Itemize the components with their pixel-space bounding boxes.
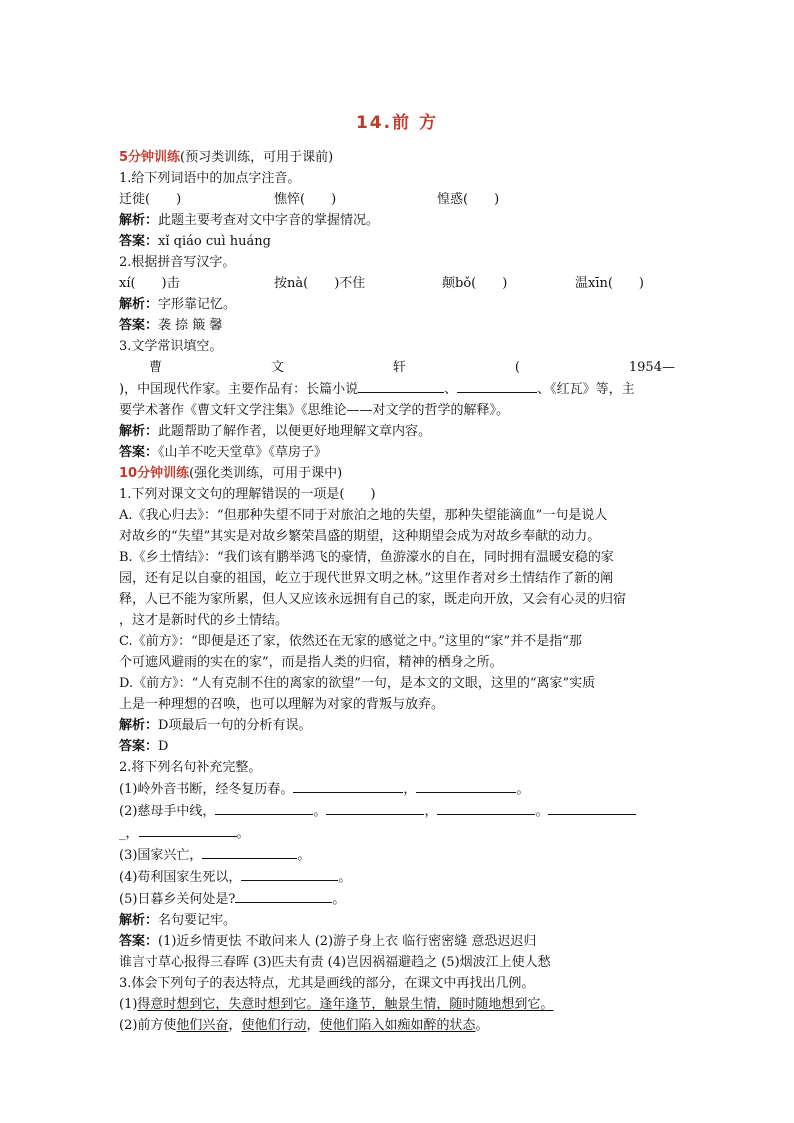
fill-blank[interactable] — [139, 822, 237, 837]
underlined-text: 得意时想到它，失意时想到它。逢年逢节，触景生情，随时随地想到它。 — [137, 997, 554, 1012]
pinyin-item: 颠bǒ( ) — [442, 276, 508, 291]
pinyin-item: 按nà( )不住 — [274, 276, 366, 291]
answer-line — [119, 736, 675, 757]
section-note: (强化类训练，可用于课中) — [189, 466, 343, 481]
fill-blank[interactable] — [326, 800, 424, 815]
section-label: 5分钟训练 — [119, 150, 181, 165]
text-span: (2)慈母手中线， — [119, 804, 216, 819]
text-span: ， — [306, 1018, 320, 1033]
fill-blank[interactable] — [215, 800, 313, 815]
answer-text: (1)近乡情更怯 不敢问来人 (2)游子身上衣 临行密密缝 意恐迟迟归 — [158, 934, 537, 949]
answer-line — [119, 442, 675, 463]
fill-blank[interactable] — [358, 378, 444, 393]
text-span: 。 — [332, 892, 346, 907]
quote-item-2 — [119, 800, 675, 822]
underlined-text: 使他们陷入如痴如醉的状态 — [319, 1018, 476, 1033]
question-3-prompt: 3.体会下列句子的表达特点，尤其是画线的部分，在课文中再找出几例。 — [119, 976, 535, 991]
fill-blank[interactable] — [235, 888, 332, 903]
word-item: 惶惑( ) — [437, 192, 500, 207]
analysis-text: 名句要记牢。 — [158, 913, 237, 928]
text-span: 。 — [516, 782, 530, 797]
quote-item-3 — [119, 844, 675, 866]
justified-char: 文 — [270, 360, 284, 375]
analysis-text: D项最后一句的分析有误。 — [158, 718, 312, 733]
fill-blank[interactable] — [416, 778, 516, 793]
analysis-line — [119, 715, 675, 736]
quote-item-5 — [119, 888, 675, 910]
fill-blank[interactable] — [548, 800, 636, 815]
example-2 — [119, 1015, 675, 1036]
text-span: _， — [119, 826, 139, 841]
section-note: (预习类训练，可用于课前) — [180, 150, 334, 165]
option-a-line: 对故乡的“失望”其实是对故乡繁荣昌盛的期望，这种期望会成为对故乡奉献的动力。 — [119, 529, 601, 544]
justified-char: 轩 — [392, 360, 406, 375]
section-label: 10分钟训练 — [119, 466, 190, 481]
section-header-10min — [119, 463, 675, 484]
text-span: 。 — [297, 848, 311, 863]
question-2-prompt: 2.将下列名句补充完整。 — [119, 760, 262, 775]
option-b-line: B.《乡土情结》：“我们该有鹏举鸿飞的豪情，鱼游濠水的自在，同时拥有温暖安稳的家 — [119, 550, 614, 565]
text-span: (3)国家兴亡， — [119, 848, 203, 863]
answer-text: 袭 捺 簸 馨 — [158, 318, 223, 333]
analysis-label: 解析： — [119, 424, 159, 439]
text-span: (4)苟利国家生死以， — [119, 870, 242, 885]
text-span: 、《红瓦》等，主 — [537, 382, 635, 397]
text-span: 。 — [313, 804, 327, 819]
example-1 — [119, 994, 675, 1015]
question-3-prompt: 3.文学常识填空。 — [119, 339, 223, 354]
fill-blank[interactable] — [457, 378, 537, 393]
analysis-line — [119, 210, 675, 231]
answer-label: 答案： — [119, 318, 159, 333]
analysis-text: 此题主要考查对文中字音的掌握情况。 — [158, 213, 380, 228]
question-3-line2 — [119, 378, 675, 400]
analysis-text: 字形靠记忆。 — [158, 297, 237, 312]
pinyin-item: 温xīn( ) — [575, 276, 645, 291]
pinyin-item: xí( )击 — [119, 276, 180, 291]
text-span: 。 — [338, 870, 352, 885]
fill-blank[interactable] — [293, 778, 403, 793]
word-item: 迁徙( ) — [119, 192, 182, 207]
question-1-prompt: 1.给下列词语中的加点字注音。 — [119, 171, 301, 186]
quote-item-4 — [119, 866, 675, 888]
option-c-line: 个可遮风避雨的实在的家”，而是指人类的归宿，精神的栖身之所。 — [119, 655, 503, 670]
option-b-line: 园，还有足以自豪的祖国，屹立于现代世界文明之林。”这里作者对乡土情结作了新的阐 — [119, 571, 614, 586]
option-a-line: A.《我心归去》：“但那种失望不同于对旅泊之地的失望，那种失望能滴血”一句是说人 — [119, 508, 608, 523]
question-2-items — [119, 273, 675, 294]
analysis-text: 此题帮助了解作者，以便更好地理解文章内容。 — [158, 424, 432, 439]
option-d-line: 上是一种理想的召唤，也可以理解为对家的背叛与放弃。 — [119, 697, 445, 712]
fill-blank[interactable] — [241, 866, 338, 881]
option-c-line: C.《前方》：“即便是还了家，依然还在无家的感觉之中。”这里的“家”并不是指“那 — [119, 634, 582, 649]
question-3-line3: 要学术著作《曹文轩文学注集》《思维论——对文学的哲学的解释》。 — [119, 403, 510, 418]
text-span: (1) — [119, 997, 138, 1012]
document-page — [119, 108, 675, 1036]
answer-text: xǐ qiáo cuì huáng — [158, 234, 271, 249]
section-header-5min — [119, 147, 675, 168]
answer-line — [119, 931, 675, 952]
text-span: )，中国现代作家。主要作品有：长篇小说 — [119, 382, 359, 397]
underlined-text: 使他们行动 — [241, 1018, 307, 1033]
underlined-text: 他们兴奋 — [176, 1018, 229, 1033]
answer-label: 答案： — [119, 739, 159, 754]
option-b-line: 释，人已不能为家所累，但人又应该永远拥有自己的家，既走向开放，又会有心灵的归宿 — [119, 592, 627, 607]
option-d-line: D.《前方》：“人有克制不住的离家的欲望”一句，是本文的文眼，这里的“离家”实质 — [119, 676, 596, 691]
answer-line — [119, 315, 675, 336]
text-span: 。 — [236, 826, 250, 841]
justified-char: ( — [514, 360, 520, 375]
justified-char: 1954— — [628, 360, 675, 375]
text-span: ， — [228, 1018, 242, 1033]
question-1-prompt: 1.下列对课文文句的理解错误的一项是( ) — [119, 487, 376, 502]
quote-item-1 — [119, 778, 675, 800]
question-1-words — [119, 189, 675, 210]
justified-char: 曹 — [149, 360, 163, 375]
text-span: 、 — [444, 382, 458, 397]
text-span: (5)日暮乡关何处是? — [119, 892, 236, 907]
analysis-label: 解析： — [119, 297, 159, 312]
analysis-line — [119, 421, 675, 442]
answer-label: 答案： — [119, 445, 159, 460]
answer-text: 《山羊不吃天堂草》《草房子》 — [158, 445, 328, 460]
text-span: 。 — [535, 804, 549, 819]
fill-blank[interactable] — [437, 800, 535, 815]
fill-blank[interactable] — [202, 844, 297, 859]
answer-line-cont: 谁言寸草心报得三春晖 (3)匹夫有责 (4)岂因祸福避趋之 (5)烟波江上使人愁 — [119, 955, 551, 970]
answer-line — [119, 231, 675, 252]
analysis-label: 解析： — [119, 913, 159, 928]
answer-text: D — [158, 739, 169, 754]
analysis-line — [119, 910, 675, 931]
page-title: 14.前 方 — [355, 113, 439, 133]
quote-item-2-cont — [119, 822, 675, 844]
text-span: ， — [424, 804, 438, 819]
question-2-prompt: 2.根据拼音写汉字。 — [119, 255, 236, 270]
analysis-label: 解析： — [119, 718, 159, 733]
word-item: 憔悴( ) — [274, 192, 337, 207]
answer-label: 答案： — [119, 234, 159, 249]
text-span: (1)岭外音书断，经冬复历春。 — [119, 782, 294, 797]
answer-label: 答案： — [119, 934, 159, 949]
analysis-line — [119, 294, 675, 315]
text-span: 。 — [475, 1018, 489, 1033]
text-span: ， — [403, 782, 417, 797]
option-b-line: ，这才是新时代的乡土情结。 — [119, 613, 289, 628]
question-3-line1 — [119, 357, 675, 378]
text-span: (2)前方使 — [119, 1018, 177, 1033]
analysis-label: 解析： — [119, 213, 159, 228]
